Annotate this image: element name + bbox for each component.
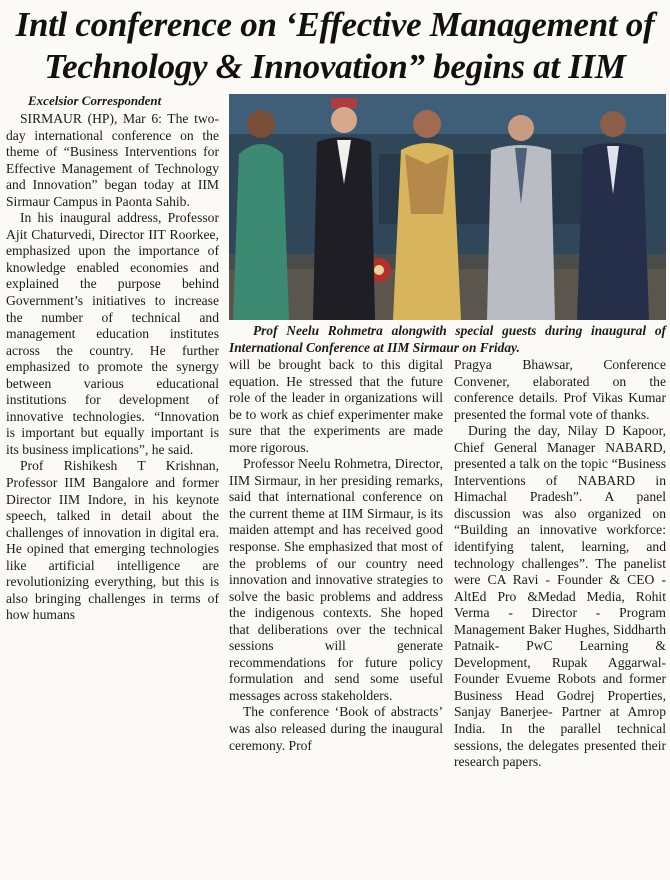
- paragraph: In his inaugural address, Professor Ajit Chaturvedi, Director IIT Roorkee, emphasized upon the importance of knowledge enabled economies and explained the purpose behind Government’s initiatives to increase the number of technical and management education institutes across the country. He further emphasized to promote the synergy between various educational institutions for development of innovative technologies. “Innovation is important but equally important is its business implications”, he said.: [6, 210, 219, 457]
- paragraph: Prof Rishikesh T Krishnan, Professor IIM Bangalore and former Director IIM Indore, in his keynote speech, talked in detail about the challenges of innovation in digital era. He opined that emerging technologies like artificial intelligence are revolutionizing everything, but this is also bringing challenges in terms of how humans: [6, 458, 219, 623]
- article-column-3: [454, 357, 666, 771]
- paragraph: Pragya Bhawsar, Conference Convener, elaborated on the conference details. Prof Vikas Kumar presented the formal vote of thanks.: [454, 357, 666, 422]
- byline: Excelsior Correspondent: [28, 93, 162, 108]
- article-column-2: [229, 357, 443, 754]
- paragraph: The conference ‘Book of abstracts’ was also released during the inaugural ceremony. Prof: [229, 704, 443, 753]
- paragraph: Professor Neelu Rohmetra, Director, IIM Sirmaur, in her presiding remarks, said that international conference on the current theme at IIM Sirmaur, is its maiden attempt and has received good response. She emphasized that most of the problems of our country need innovation and innovative strategies to solve the basic problems and address the indigenous contexts. She hoped that deliberations over the technical sessions will generate recommendations for future policy formulation and send some useful messages across stakeholders.: [229, 456, 443, 703]
- news-photo: [229, 94, 666, 320]
- paragraph: SIRMAUR (HP), Mar 6: The two-day international conference on the theme of “Business Interventions for Effective Management of Technology and Innovation” began today at IIM Sirmaur Campus in Paonta Sahib.: [6, 111, 219, 209]
- paragraph: will be brought back to this digital equation. He stressed that the future role of the leader in organizations will be to work as chief experimenter make sure that the experiments are made more rigorous.: [229, 357, 443, 455]
- article-column-1: [6, 111, 219, 624]
- photo-illustration: [229, 94, 666, 320]
- paragraph: During the day, Nilay D Kapoor, Chief General Manager NABARD, presented a talk on the topic “Business Interventions of NABARD in Himachal Pradesh”. A panel discussion was also organized on “Building an innovative workforce: identifying talent, learning, and technology challenges”. The panelist were CA Ravi - Founder & CEO - AltEd Pro &Medad Media, Rohit Verma - Director - Program Management Baker Hughes, Siddharth Patnaik- PwC Learning & Development, Rupak Aggarwal- Founder Evueme Robots and former Business Head Godrej Properties, Sanjay Banerjee- Partner at Amrop India. In the parallel technical sessions, the delegates presented their research papers.: [454, 423, 666, 770]
- photo-caption: Prof Neelu Rohmetra alongwith special guests during inaugural of International Conference at IIM Sirmaur on Friday.: [229, 323, 666, 355]
- headline-line-1: Intl conference on ‘Effective Management of: [15, 5, 655, 44]
- headline-line-2: Technology & Innovation” begins at IIM: [44, 47, 626, 86]
